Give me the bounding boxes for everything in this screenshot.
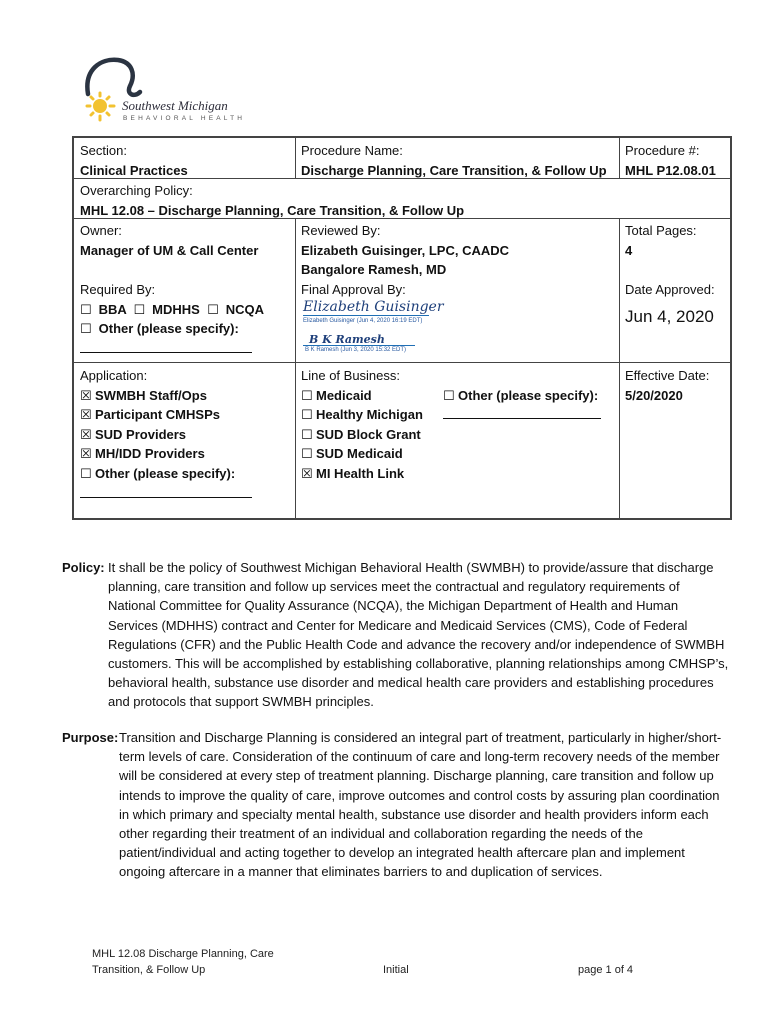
- app-sud-checkbox[interactable]: ☒: [80, 426, 92, 442]
- lob-other-checkbox[interactable]: ☐: [443, 387, 455, 403]
- lob-mi-health-link-label: MI Health Link: [316, 465, 405, 481]
- procedure-number-label: Procedure #:: [625, 143, 700, 158]
- lob-other-label: Other (please specify):: [458, 387, 599, 403]
- final-approval-label: Final Approval By:: [301, 282, 406, 297]
- lob-mi-health-link-checkbox[interactable]: ☒: [301, 465, 313, 481]
- application-cell: [74, 364, 295, 505]
- lob-sud-medicaid-checkbox[interactable]: ☐: [301, 446, 313, 462]
- procedure-name-cell: [295, 139, 619, 182]
- lob-sud-block-grant-checkbox[interactable]: ☐: [301, 426, 313, 442]
- effective-date-label: Effective Date:: [625, 368, 710, 383]
- section-value: Clinical Practices: [80, 162, 188, 178]
- lob-healthy-michigan-label: Healthy Michigan: [316, 407, 423, 423]
- signature-ramesh-caption: B K Ramesh (Jun 3, 2020 15:32 EDT): [305, 347, 407, 353]
- line-of-business-cell: [295, 364, 619, 486]
- owner-label: Owner:: [80, 223, 122, 238]
- effective-date-cell: [619, 364, 730, 407]
- app-other-blank[interactable]: [80, 485, 252, 498]
- purpose-label: Purpose:: [62, 730, 119, 745]
- required-by-cell: [74, 278, 295, 360]
- app-swmbh-checkbox[interactable]: ☒: [80, 387, 92, 403]
- required-other-checkbox[interactable]: ☐: [80, 321, 92, 337]
- policy-label: Policy:: [62, 560, 105, 575]
- signature-guisinger: Elizabeth Guisinger: [303, 299, 444, 315]
- ncqa-label: NCQA: [225, 301, 264, 317]
- section-label: Section:: [80, 143, 127, 158]
- procedure-name-value: Discharge Planning, Care Transition, & Follow Up: [301, 162, 607, 178]
- app-other-label: Other (please specify):: [95, 465, 236, 481]
- lob-healthy-michigan-checkbox[interactable]: ☐: [301, 407, 313, 423]
- bba-checkbox[interactable]: ☐: [80, 301, 92, 317]
- date-approved-label: Date Approved:: [625, 282, 715, 297]
- app-mhidd-label: MH/IDD Providers: [95, 446, 205, 462]
- effective-date-value: 5/20/2020: [625, 387, 683, 403]
- bba-label: BBA: [98, 301, 127, 317]
- footer-doc-line1: MHL 12.08 Discharge Planning, Care: [92, 948, 274, 960]
- policy-text: It shall be the policy of Southwest Michigan Behavioral Health (SWMBH) to provide/assure that discharge planning, care transition and follow up services meet the contractual and regulatory requirements of National Committee for Quality Assurance (NCQA), the Michigan Department of Health and Human Services (MDHHS) contract and Center for Medicare and Medicaid Services (CMS), Code of Federal Regulations (CFR) and the Public Health Code and advance the recovery and/or independence of SWMBH customers. This will be accomplished by establishing collaborative, planning relationships among CMHSP’s, behavioral health, substance use disorder and medical health care providers and establishing procedures and protocols that support SWMBH principles.: [108, 560, 729, 710]
- purpose-text: Transition and Discharge Planning is considered an integral part of treatment, particularly in higher/short-term levels of care. Consideration of the continuum of care and long-term recovery needs of the member will be considered at every step of treatment planning. Discharge planning, care transition and follow up intends to improve the quality of care, improve outcomes and control costs by assuring plan coordination in which primary and specialty mental health, substance use disorder and health providers inform each other regarding their treatment of an individual and collaboration regarding the needs of the patient/individual and acting together to develop an integrated health aftercare plan and implement ongoing aftercare in a manner that eliminates barriers to and duplication of services.: [119, 730, 722, 880]
- app-mhidd-checkbox[interactable]: ☒: [80, 446, 92, 462]
- app-cmhsps-label: Participant CMHSPs: [95, 407, 220, 423]
- mdhhs-label: MDHHS: [152, 301, 200, 317]
- total-pages-value: 4: [625, 242, 633, 258]
- signature-ramesh: B K Ramesh: [309, 333, 385, 346]
- lob-other-blank[interactable]: [443, 406, 601, 419]
- footer-doc-title: [92, 946, 274, 978]
- overarching-policy-cell: [74, 179, 730, 222]
- application-label: Application:: [80, 368, 148, 383]
- total-pages-cell: [619, 219, 730, 262]
- logo-name: Southwest Michigan: [122, 98, 228, 113]
- section-cell: [74, 139, 295, 182]
- swmbh-logo: [78, 56, 248, 132]
- required-other-label: Other (please specify):: [98, 321, 239, 337]
- app-swmbh-label: SWMBH Staff/Ops: [95, 387, 207, 403]
- lob-label: Line of Business:: [301, 368, 401, 383]
- lob-sud-medicaid-label: SUD Medicaid: [316, 446, 403, 462]
- app-cmhsps-checkbox[interactable]: ☒: [80, 407, 92, 423]
- footer-doc-line2: Transition, & Follow Up: [92, 964, 206, 976]
- date-approved-value: Jun 4, 2020: [625, 306, 714, 326]
- reviewed-by-cell: [295, 219, 619, 282]
- final-approval-cell: [295, 278, 619, 362]
- logo-tagline: BEHAVIORAL HEALTH: [123, 115, 246, 122]
- lob-medicaid-label: Medicaid: [316, 387, 372, 403]
- overarching-policy-value: MHL 12.08 – Discharge Planning, Care Transition, & Follow Up: [80, 202, 465, 218]
- reviewed-by-label: Reviewed By:: [301, 223, 381, 238]
- signature-guisinger-caption: Elizabeth Guisinger (Jun 4, 2020 16:19 EDT): [303, 318, 423, 324]
- lob-sud-block-grant-label: SUD Block Grant: [316, 426, 421, 442]
- app-other-checkbox[interactable]: ☐: [80, 465, 92, 481]
- required-by-label: Required By:: [80, 282, 156, 297]
- reviewer-1: Elizabeth Guisinger, LPC, CAADC: [301, 242, 510, 258]
- procedure-header-table: [72, 136, 732, 520]
- procedure-number-cell: [619, 139, 730, 182]
- overarching-policy-label: Overarching Policy:: [80, 183, 193, 198]
- total-pages-label: Total Pages:: [625, 223, 697, 238]
- footer-page-number: page 1 of 4: [578, 964, 634, 976]
- owner-value: Manager of UM & Call Center: [80, 242, 259, 258]
- ncqa-checkbox[interactable]: ☐: [207, 301, 219, 317]
- required-other-blank[interactable]: [80, 340, 252, 353]
- reviewer-2: Bangalore Ramesh, MD: [301, 262, 447, 278]
- owner-cell: [74, 219, 295, 262]
- procedure-number-value: MHL P12.08.01: [625, 162, 716, 178]
- mdhhs-checkbox[interactable]: ☐: [133, 301, 146, 317]
- footer-status: Initial: [383, 964, 409, 976]
- app-sud-label: SUD Providers: [95, 426, 187, 442]
- lob-medicaid-checkbox[interactable]: ☐: [301, 387, 313, 403]
- date-approved-cell: [619, 278, 730, 332]
- procedure-name-label: Procedure Name:: [301, 143, 403, 158]
